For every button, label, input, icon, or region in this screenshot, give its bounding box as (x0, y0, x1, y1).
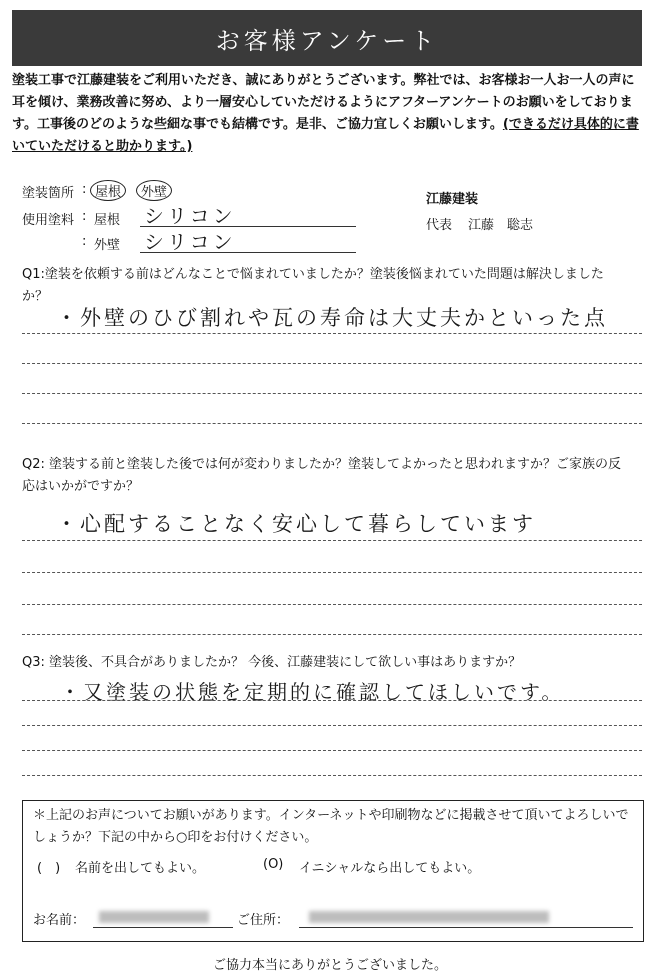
intro-highlight: (できるだけ具体的に書いていただけると助かります。) (12, 117, 639, 154)
paint-used-colon: : (82, 209, 87, 224)
paint-area-roof: 屋根 (90, 180, 126, 201)
q1-line-2 (22, 363, 642, 364)
paint-used-label: 使用塗料 (22, 213, 75, 228)
option-initial-mark: (O) (263, 857, 284, 872)
q1-line-3 (22, 393, 642, 394)
q1-line-4 (22, 423, 642, 424)
name-label: お名前： (33, 913, 86, 928)
company-rep-title: 代表 (426, 218, 453, 233)
paint-area-colon: : (82, 182, 87, 197)
q2-line-1 (22, 540, 642, 541)
q3-line-1 (22, 700, 642, 701)
q3-line-2 (22, 725, 642, 726)
q3-question: Q3: 塗装後、不具合がありましたか？ 今後、江藤建装にして欲しい事はありますか？ (22, 655, 522, 670)
q2-line-3 (22, 604, 642, 605)
paint-area-label: 塗装箇所 (22, 186, 75, 201)
company-name: 江藤建装 (426, 192, 479, 207)
company-rep-name: 江藤 聡志 (468, 218, 534, 233)
paint-used-roof-label: 屋根 (94, 213, 121, 228)
q3-line-4 (22, 775, 642, 776)
q3-answer: ・又塗装の状態を定期的に確認してほしいです。 (60, 680, 565, 704)
permission-text: ＊上記のお声についてお願いがあります。インターネットや印刷物などに掲載させて頂いてよろしいでしょうか？下記の中から○印をお付けください。 (33, 808, 629, 845)
footer-thanks: ご協力本当にありがとうございました。 (212, 958, 447, 973)
paint-used-roof-value: シリコン (144, 204, 236, 228)
option-name-mark: ( ) (37, 861, 61, 876)
q1-answer: ・外壁のひび割れや瓦の寿命は大丈夫かといった点 (56, 306, 608, 330)
address-redacted (309, 911, 549, 923)
paint-used-roof-line (140, 202, 356, 227)
form-title: お客様アンケート (12, 10, 642, 66)
q2-line-4 (22, 634, 642, 635)
q1-question: Q1:塗装を依頼する前はどんなことで悩まれていましたか？塗装後悩まれていた問題は解決しましたか？ (22, 267, 604, 304)
name-redacted (99, 911, 209, 923)
address-label: ご住所： (237, 913, 290, 928)
paint-used-wall-label: 外壁 (94, 238, 121, 253)
option-initial-text: イニシャルなら出してもよい。 (299, 861, 481, 876)
paint-used-wall-line (140, 228, 356, 253)
q1-line-1 (22, 333, 642, 334)
paint-used-wall-value: シリコン (144, 230, 236, 254)
q3-line-3 (22, 750, 642, 751)
paint-used-wall-colon: : (82, 234, 87, 249)
q2-answer: ・心配することなく安心して暮らしています (56, 512, 536, 536)
q2-question: Q2: 塗装する前と塗装した後では何が変わりましたか？塗装してよかったと思われますか？ご家族の反応はいかがですか？ (22, 457, 622, 494)
intro-body: 塗装工事で江藤建装をご利用いただき、誠にありがとうございます。弊社では、お客様お一人お一人の声に耳を傾け、業務改善に努め、より一層安心していただけるようにアフターアンケートのお願いをしております。工事後のどのような些細な事でも結構です。是非、ご協力宜しくお願いします。 (12, 73, 635, 132)
option-name-text: 名前を出してもよい。 (75, 861, 206, 876)
address-line (299, 905, 633, 928)
q2-line-2 (22, 572, 642, 573)
paint-area-wall: 外壁 (136, 180, 172, 201)
permission-box (22, 800, 644, 942)
intro-text (12, 70, 642, 158)
name-line (93, 905, 233, 928)
